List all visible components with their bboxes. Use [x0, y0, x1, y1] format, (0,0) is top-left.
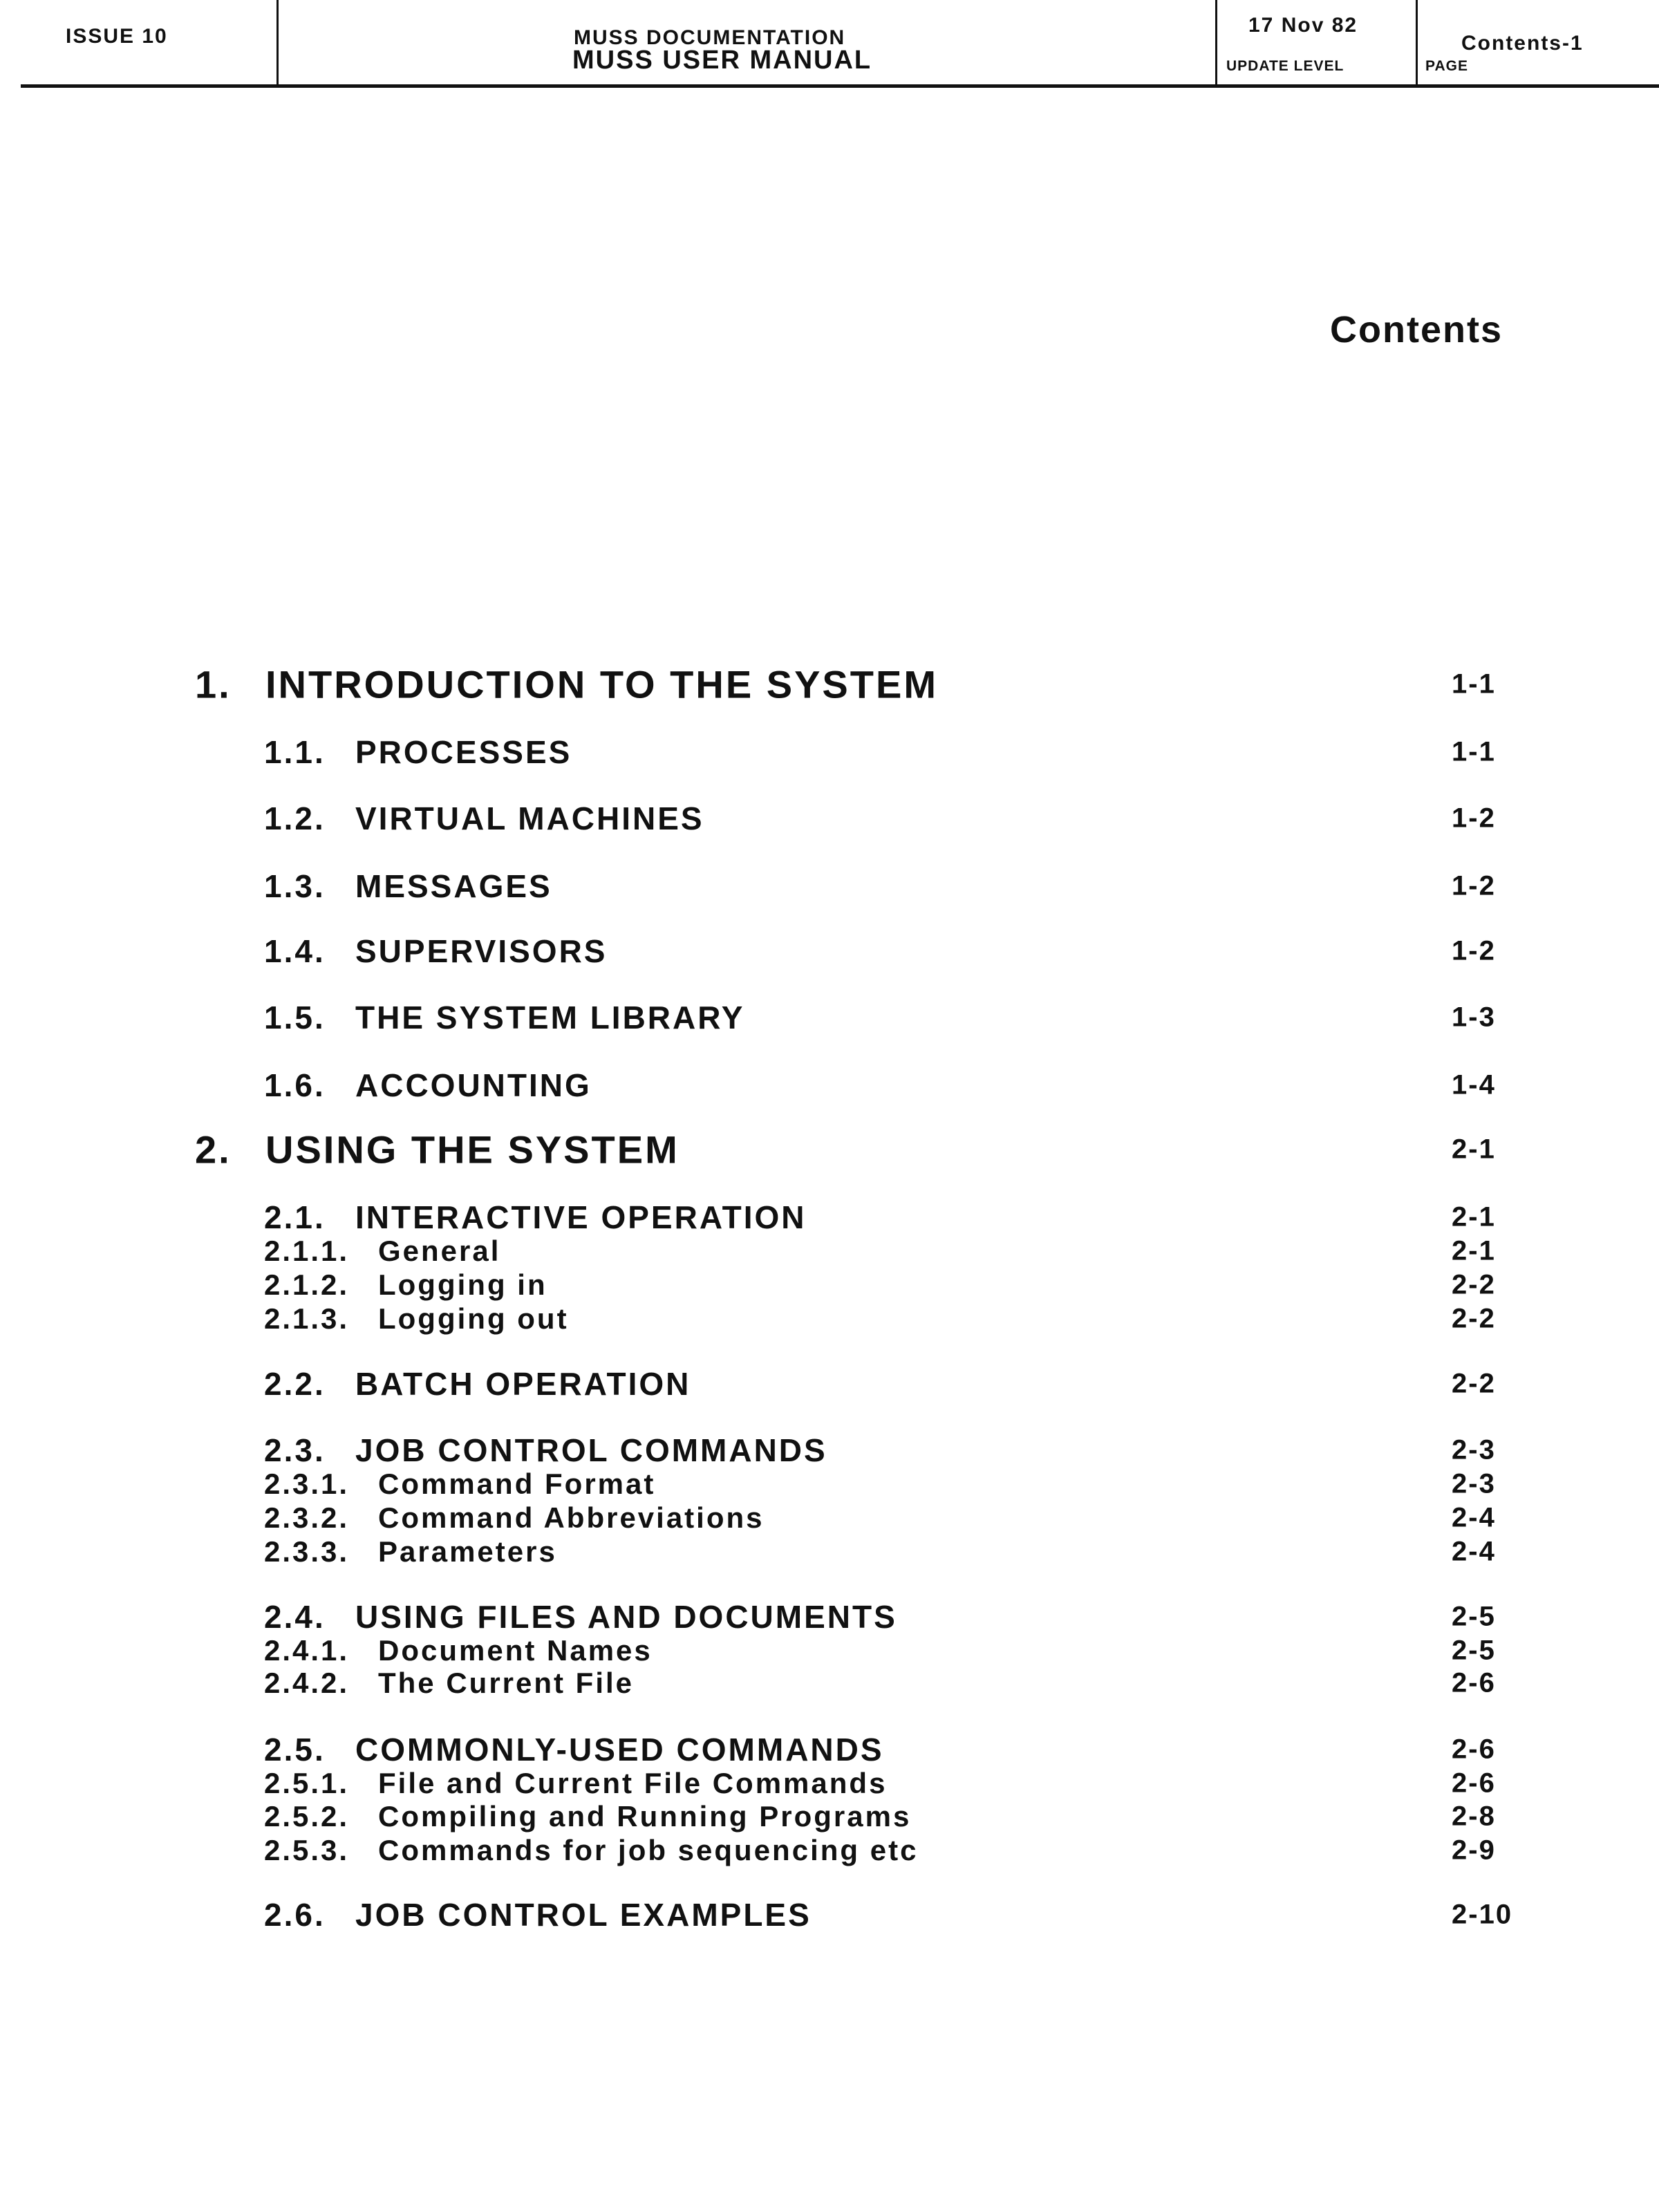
header-divider: [1416, 0, 1418, 87]
entry-page: 2-3: [1452, 1434, 1496, 1465]
entry-title: ACCOUNTING: [355, 1067, 592, 1103]
entry-page: 2-10: [1452, 1899, 1513, 1930]
entry-title: INTRODUCTION TO THE SYSTEM: [265, 662, 938, 706]
entry-title: COMMONLY-USED COMMANDS: [355, 1732, 884, 1768]
entry-page: 2-3: [1452, 1468, 1496, 1499]
entry-number: 2.4.2.: [264, 1667, 350, 1699]
entry-page: 2-1: [1452, 1235, 1496, 1266]
update-date: 17 Nov 82: [1248, 14, 1358, 37]
entry-page: 1-3: [1452, 1002, 1496, 1033]
entry-number: 1.6.: [264, 1067, 326, 1103]
entry-title: USING FILES AND DOCUMENTS: [355, 1599, 897, 1635]
entry-title: USING THE SYSTEM: [265, 1127, 679, 1172]
entry-title: File and Current File Commands: [378, 1767, 888, 1799]
entry-number: 2.3.: [264, 1432, 326, 1468]
entry-title: Logging out: [378, 1302, 569, 1335]
entry-title: INTERACTIVE OPERATION: [355, 1199, 807, 1235]
entry-number: 2.4.1.: [264, 1634, 350, 1667]
entry-page: 2-4: [1452, 1536, 1496, 1567]
entry-number: 1.1.: [264, 734, 326, 770]
entry-page: 1-2: [1452, 935, 1496, 966]
issue-label: ISSUE 10: [66, 25, 168, 48]
entry-page: 2-8: [1452, 1801, 1496, 1832]
entry-title: Parameters: [378, 1535, 557, 1568]
entry-number: 2.6.: [264, 1897, 326, 1933]
manual-title: MUSS USER MANUAL: [572, 46, 872, 75]
entry-page: 1-2: [1452, 803, 1496, 834]
entry-number: 2.: [195, 1127, 232, 1172]
entry-number: 2.1.1.: [264, 1235, 350, 1267]
entry-number: 1.2.: [264, 800, 326, 836]
entry-title: VIRTUAL MACHINES: [355, 800, 704, 836]
entry-number: 1.4.: [264, 933, 326, 969]
entry-title: Command Abbreviations: [378, 1501, 765, 1534]
entry-page: 2-6: [1452, 1734, 1496, 1765]
entry-title: BATCH OPERATION: [355, 1366, 691, 1402]
entry-title: Document Names: [378, 1634, 653, 1667]
entry-title: Logging in: [378, 1268, 547, 1301]
entry-number: 2.5.: [264, 1732, 326, 1768]
entry-title: The Current File: [378, 1667, 635, 1699]
entry-page: 2-6: [1452, 1667, 1496, 1698]
entry-page: 2-9: [1452, 1835, 1496, 1866]
entry-number: 2.2.: [264, 1366, 326, 1402]
entry-title: MESSAGES: [355, 868, 552, 904]
entry-title: JOB CONTROL EXAMPLES: [355, 1897, 812, 1933]
entry-page: 1-1: [1452, 668, 1496, 700]
entry-page: 2-2: [1452, 1303, 1496, 1334]
entry-number: 2.5.1.: [264, 1767, 350, 1799]
entry-title: Compiling and Running Programs: [378, 1800, 912, 1833]
header-divider: [276, 0, 279, 87]
entry-number: 2.3.1.: [264, 1468, 350, 1500]
entry-number: 1.: [195, 662, 232, 706]
doc-series: MUSS DOCUMENTATION: [574, 26, 846, 49]
entry-title: JOB CONTROL COMMANDS: [355, 1432, 827, 1468]
entry-number: 2.3.2.: [264, 1501, 350, 1534]
entry-page: 2-2: [1452, 1269, 1496, 1300]
entry-title: Command Format: [378, 1468, 656, 1500]
page-title: Contents: [1330, 309, 1503, 350]
entry-number: 2.3.3.: [264, 1535, 350, 1568]
entry-page: 2-1: [1452, 1201, 1496, 1232]
entry-number: 2.5.2.: [264, 1800, 350, 1833]
entry-title: PROCESSES: [355, 734, 572, 770]
entry-title: Commands for job sequencing etc: [378, 1834, 919, 1866]
entry-title: THE SYSTEM LIBRARY: [355, 1000, 745, 1035]
entry-page: 2-2: [1452, 1368, 1496, 1399]
page-label: PAGE: [1425, 58, 1468, 74]
entry-page: 2-6: [1452, 1768, 1496, 1799]
entry-number: 1.3.: [264, 868, 326, 904]
entry-page: 2-4: [1452, 1502, 1496, 1533]
entry-number: 2.5.3.: [264, 1834, 350, 1866]
update-level-label: UPDATE LEVEL: [1226, 58, 1344, 74]
entry-number: 2.1.: [264, 1199, 326, 1235]
entry-number: 2.1.3.: [264, 1302, 350, 1335]
header-divider: [1215, 0, 1217, 87]
entry-page: 1-4: [1452, 1069, 1496, 1100]
entry-page: 1-2: [1452, 870, 1496, 901]
entry-page: 2-1: [1452, 1134, 1496, 1165]
entry-page: 1-1: [1452, 736, 1496, 767]
entry-title: SUPERVISORS: [355, 933, 608, 969]
entry-number: 2.1.2.: [264, 1268, 350, 1301]
header-rule: [21, 84, 1659, 88]
entry-number: 2.4.: [264, 1599, 326, 1635]
entry-number: 1.5.: [264, 1000, 326, 1035]
entry-page: 2-5: [1452, 1601, 1496, 1632]
entry-title: General: [378, 1235, 501, 1267]
page-number: Contents-1: [1461, 32, 1584, 55]
entry-page: 2-5: [1452, 1635, 1496, 1666]
